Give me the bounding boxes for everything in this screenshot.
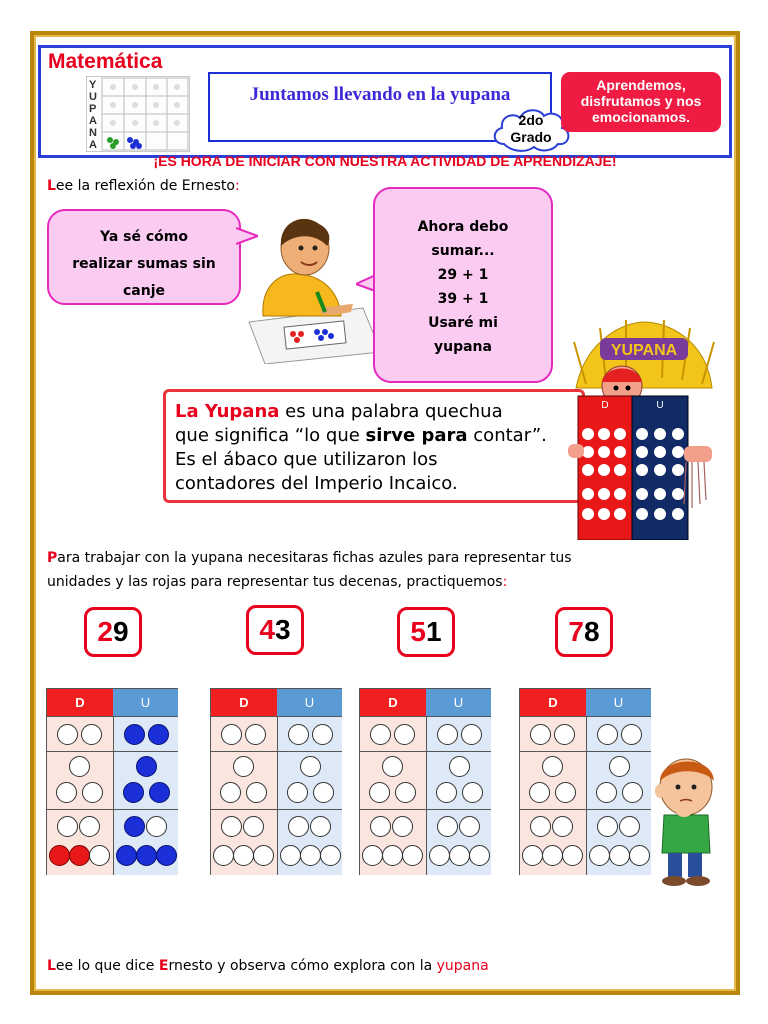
empty-slot xyxy=(382,756,403,777)
instruction-colon: : xyxy=(502,574,508,590)
tens-cell xyxy=(520,809,586,875)
definition-term: La Yupana xyxy=(175,401,280,422)
empty-slot xyxy=(313,782,334,803)
mascot-col-d: D xyxy=(601,400,609,411)
empty-slot xyxy=(253,845,274,866)
tens-cell xyxy=(211,809,277,875)
units-column-header: U xyxy=(113,689,178,716)
units-cell xyxy=(277,809,342,875)
definition-line-3: Es el ábaco que utilizaron los xyxy=(175,449,438,470)
empty-slot xyxy=(320,845,341,866)
tens-column-header: D xyxy=(47,689,113,716)
tens-column-header: D xyxy=(520,689,586,716)
empty-slot xyxy=(81,724,102,745)
bubble-line: 29 + 1 xyxy=(437,267,489,283)
empty-slot xyxy=(552,816,573,837)
empty-slot xyxy=(233,756,254,777)
lesson-title: Juntamos llevando en la yupana xyxy=(249,84,511,105)
empty-slot xyxy=(542,845,563,866)
empty-slot xyxy=(79,816,100,837)
empty-slot xyxy=(394,724,415,745)
empty-slot xyxy=(529,782,550,803)
empty-slot xyxy=(246,782,267,803)
bubble-line: canje xyxy=(122,283,165,299)
empty-slot xyxy=(609,756,630,777)
logo-letter: U xyxy=(89,91,97,103)
motto-badge xyxy=(561,72,721,132)
grade-line-2: Grado xyxy=(510,129,552,145)
instruction-text: unidades y las rojas para representar tus decenas, practiquemos xyxy=(47,574,503,590)
yupana-board-1 xyxy=(46,688,178,875)
mascot-banner-text: YUPANA xyxy=(610,342,678,359)
instruction-line-2 xyxy=(47,570,572,594)
units-cell xyxy=(586,716,651,751)
empty-slot xyxy=(449,845,470,866)
empty-slot xyxy=(554,724,575,745)
yupana-board-3 xyxy=(359,688,491,875)
empty-slot xyxy=(562,845,583,866)
instruction-read-ernesto xyxy=(47,958,489,974)
empty-slot xyxy=(245,724,266,745)
units-cell xyxy=(277,751,342,809)
tens-cell xyxy=(211,716,277,751)
empty-slot xyxy=(436,782,457,803)
empty-slot xyxy=(310,816,331,837)
instruction-text: rnesto y observa cómo explora con la xyxy=(168,958,437,974)
units-cell xyxy=(586,751,651,809)
empty-slot xyxy=(370,816,391,837)
empty-slot xyxy=(459,816,480,837)
blue-chip xyxy=(136,756,157,777)
red-chip xyxy=(49,845,70,866)
yupana-board-2 xyxy=(210,688,342,875)
number-box-3 xyxy=(397,607,455,657)
units-cell xyxy=(113,751,178,809)
units-digit: 3 xyxy=(275,614,291,645)
yupana-definition-box xyxy=(163,389,585,503)
empty-slot xyxy=(220,782,241,803)
empty-slot xyxy=(449,756,470,777)
motto-line-2: disfrutamos y nos xyxy=(580,93,702,109)
yupana-mascot-illustration xyxy=(566,318,722,540)
blue-chip xyxy=(148,724,169,745)
bubble-line: Ahora debo xyxy=(417,219,509,235)
empty-slot xyxy=(213,845,234,866)
blue-chip xyxy=(116,845,137,866)
number-box-2 xyxy=(246,605,304,655)
empty-slot xyxy=(57,724,78,745)
empty-slot xyxy=(57,816,78,837)
thinking-boy-illustration xyxy=(646,753,728,887)
initial-letter: L xyxy=(47,958,56,974)
definition-text: que significa “lo que xyxy=(175,425,366,446)
empty-slot xyxy=(300,845,321,866)
empty-slot xyxy=(382,845,403,866)
units-cell xyxy=(113,809,178,875)
units-cell xyxy=(113,716,178,751)
initial-letter: L xyxy=(47,178,56,194)
yupana-board-4 xyxy=(519,688,651,875)
empty-slot xyxy=(589,845,610,866)
tens-cell xyxy=(520,716,586,751)
units-column-header: U xyxy=(277,689,342,716)
units-digit: 9 xyxy=(113,616,129,647)
tens-cell xyxy=(47,809,113,875)
logo-letter: Y xyxy=(89,79,97,91)
speech-bubble-right xyxy=(373,187,553,383)
empty-slot xyxy=(56,782,77,803)
definition-line-2 xyxy=(175,424,582,448)
empty-slot xyxy=(437,724,458,745)
tens-digit: 5 xyxy=(410,616,426,647)
logo-letter: P xyxy=(89,103,97,115)
number-box-4 xyxy=(555,607,613,657)
definition-text: es una palabra quechua xyxy=(279,401,503,422)
empty-slot xyxy=(69,756,90,777)
bubble-line: 39 + 1 xyxy=(437,291,489,307)
empty-slot xyxy=(288,724,309,745)
empty-slot xyxy=(369,782,390,803)
empty-slot xyxy=(287,782,308,803)
tens-digit: 2 xyxy=(97,616,113,647)
logo-letter: A xyxy=(89,139,97,151)
empty-slot xyxy=(530,724,551,745)
empty-slot xyxy=(362,845,383,866)
units-cell xyxy=(426,716,491,751)
instruction-text: ee lo que dice xyxy=(55,958,159,974)
units-cell xyxy=(586,809,651,875)
blue-chip xyxy=(123,782,144,803)
definition-text: contar”. xyxy=(467,425,547,446)
instruction-use-yupana xyxy=(47,546,572,594)
empty-slot xyxy=(243,816,264,837)
empty-slot xyxy=(555,782,576,803)
empty-slot xyxy=(437,816,458,837)
instruction-read-reflection xyxy=(47,178,240,194)
yupana-logo-icon xyxy=(86,76,190,152)
units-cell xyxy=(426,809,491,875)
definition-line-4: contadores del Imperio Incaico. xyxy=(175,473,458,494)
empty-slot xyxy=(280,845,301,866)
tens-cell xyxy=(360,809,426,875)
bubble-line: sumar... xyxy=(431,243,495,259)
units-cell xyxy=(426,751,491,809)
instruction-line-1 xyxy=(47,546,572,570)
instruction-text: ee la reflexión de Ernesto xyxy=(55,178,235,194)
empty-slot xyxy=(530,816,551,837)
grade-label xyxy=(496,112,566,146)
units-digit: 8 xyxy=(584,616,600,647)
units-cell xyxy=(277,716,342,751)
tens-cell xyxy=(520,751,586,809)
grade-line-1: 2do xyxy=(518,112,544,128)
empty-slot xyxy=(392,816,413,837)
empty-slot xyxy=(288,816,309,837)
tens-cell xyxy=(211,751,277,809)
initial-letter: E xyxy=(158,958,169,974)
empty-slot xyxy=(312,724,333,745)
empty-slot xyxy=(597,816,618,837)
red-chip xyxy=(69,845,90,866)
empty-slot xyxy=(429,845,450,866)
tens-cell xyxy=(360,716,426,751)
bubble-line: Usaré mi xyxy=(428,315,498,331)
empty-slot xyxy=(395,782,416,803)
empty-slot xyxy=(221,724,242,745)
tens-digit: 4 xyxy=(259,614,275,645)
blue-chip xyxy=(124,724,145,745)
tens-cell xyxy=(360,751,426,809)
yupana-word: yupana xyxy=(436,958,489,974)
bubble-line: yupana xyxy=(434,339,492,355)
tens-cell xyxy=(47,751,113,809)
empty-slot xyxy=(82,782,103,803)
number-box-1 xyxy=(84,607,142,657)
empty-slot xyxy=(402,845,423,866)
initial-letter: P xyxy=(47,550,58,566)
units-column-header: U xyxy=(586,689,651,716)
definition-bold: sirve para xyxy=(365,425,468,446)
blue-chip xyxy=(136,845,157,866)
empty-slot xyxy=(370,724,391,745)
bubble-line: realizar sumas sin xyxy=(72,256,216,272)
tens-column-header: D xyxy=(211,689,277,716)
instruction-colon: : xyxy=(234,178,240,194)
empty-slot xyxy=(462,782,483,803)
empty-slot xyxy=(461,724,482,745)
bubble-line: Ya sé cómo xyxy=(100,229,188,245)
empty-slot xyxy=(619,816,640,837)
subject-title: Matemática xyxy=(48,50,163,73)
logo-letter: A xyxy=(89,115,97,127)
units-digit: 1 xyxy=(426,616,442,647)
logo-letter: N xyxy=(89,127,97,139)
empty-slot xyxy=(596,782,617,803)
motto-line-1: Aprendemos, xyxy=(596,77,686,93)
definition-line-1 xyxy=(175,400,582,424)
tens-column-header: D xyxy=(360,689,426,716)
empty-slot xyxy=(469,845,490,866)
speech-bubble-left xyxy=(47,209,241,305)
tens-cell xyxy=(47,716,113,751)
mascot-col-u: U xyxy=(656,400,664,411)
activity-banner: ¡ES HORA DE INICIAR CON NUESTRA ACTIVIDAD DE APRENDIZAJE! xyxy=(153,153,617,169)
empty-slot xyxy=(89,845,110,866)
empty-slot xyxy=(542,756,563,777)
empty-slot xyxy=(597,724,618,745)
empty-slot xyxy=(621,724,642,745)
blue-chip xyxy=(149,782,170,803)
empty-slot xyxy=(221,816,242,837)
instruction-text: ara trabajar con la yupana necesitaras fichas azules para representar tus xyxy=(57,550,572,566)
empty-slot xyxy=(609,845,630,866)
units-column-header: U xyxy=(426,689,491,716)
empty-slot xyxy=(146,816,167,837)
empty-slot xyxy=(522,845,543,866)
blue-chip xyxy=(124,816,145,837)
empty-slot xyxy=(622,782,643,803)
tens-digit: 7 xyxy=(568,616,584,647)
empty-slot xyxy=(300,756,321,777)
empty-slot xyxy=(233,845,254,866)
motto-line-3: emocionamos. xyxy=(591,109,691,125)
blue-chip xyxy=(156,845,177,866)
